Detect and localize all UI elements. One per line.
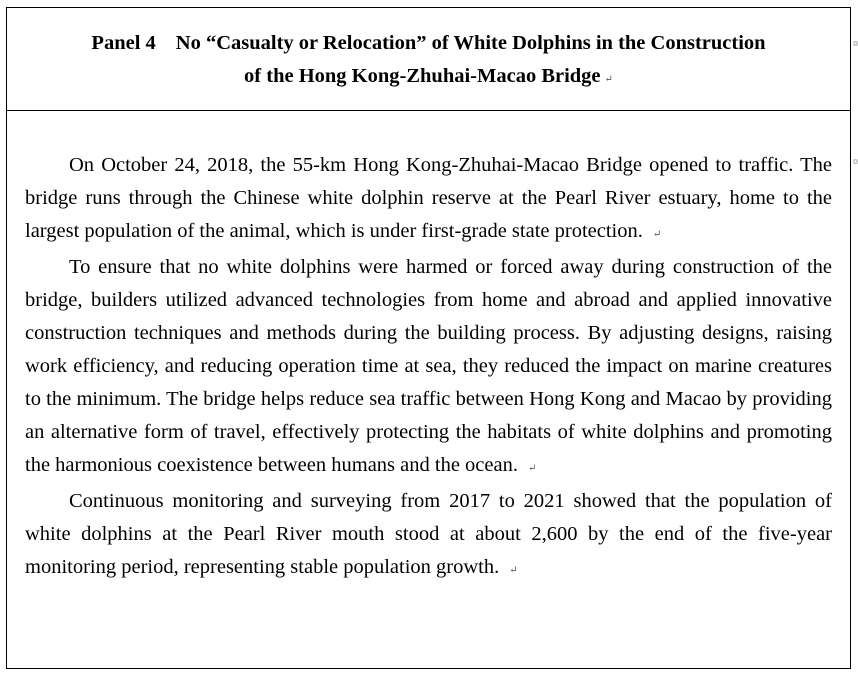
paragraph-1-text: On October 24, 2018, the 55-km Hong Kong-Zhuhai-Macao Bridge opened to traffic. The bridge runs through the Chinese white dolphin reserve at the Pearl River estuary, home to the largest population of the animal, which is under first-grade state protection.: [25, 154, 832, 242]
paragraph-3: [25, 485, 832, 587]
paragraph-mark-icon: ↵: [527, 463, 537, 474]
paragraph-mark-icon: ↵: [509, 565, 518, 576]
panel-title-text-2: of the Hong Kong-Zhuhai-Macao Bridge: [244, 64, 601, 87]
paragraph-1: [25, 149, 832, 251]
paragraph-3-text: Continuous monitoring and surveying from 2017 to 2021 showed that the population of white dolphins at the Pearl River mouth stood at about 2,600 by the end of the five-year monitoring period, representing stable population growth.: [25, 490, 832, 578]
paragraph-2: [25, 251, 832, 485]
panel-title-line-2: [244, 60, 613, 96]
table-row-end-mark-icon: ¤: [853, 39, 858, 50]
panel-label: Panel 4: [91, 31, 156, 54]
paragraph-mark-icon: ↵: [604, 73, 613, 85]
paragraph-mark-icon: ↵: [652, 229, 662, 240]
paragraph-2-text: To ensure that no white dolphins were harmed or forced away during construction of the bridge, builders utilized advanced technologies from home and abroad and applied innovative construction techniques and methods during the building process. By adjusting designs, raising work efficiency, and reducing operation time at sea, they reduced the impact on marine creatures to the minimum. The bridge helps reduce sea traffic between Hong Kong and Macao by providing an alternative form of travel, effectively protecting the habitats of white dolphins and promoting the harmonious coexistence between humans and the ocean.: [25, 256, 832, 476]
panel-box: [6, 7, 851, 669]
panel-header: [7, 8, 850, 111]
table-row-end-mark-icon: ¤: [853, 157, 858, 168]
panel-body: [7, 111, 850, 587]
panel-title-line-1: [91, 27, 765, 60]
panel-title-text-1: No “Casualty or Relocation” of White Dolphins in the Construction: [175, 31, 766, 54]
